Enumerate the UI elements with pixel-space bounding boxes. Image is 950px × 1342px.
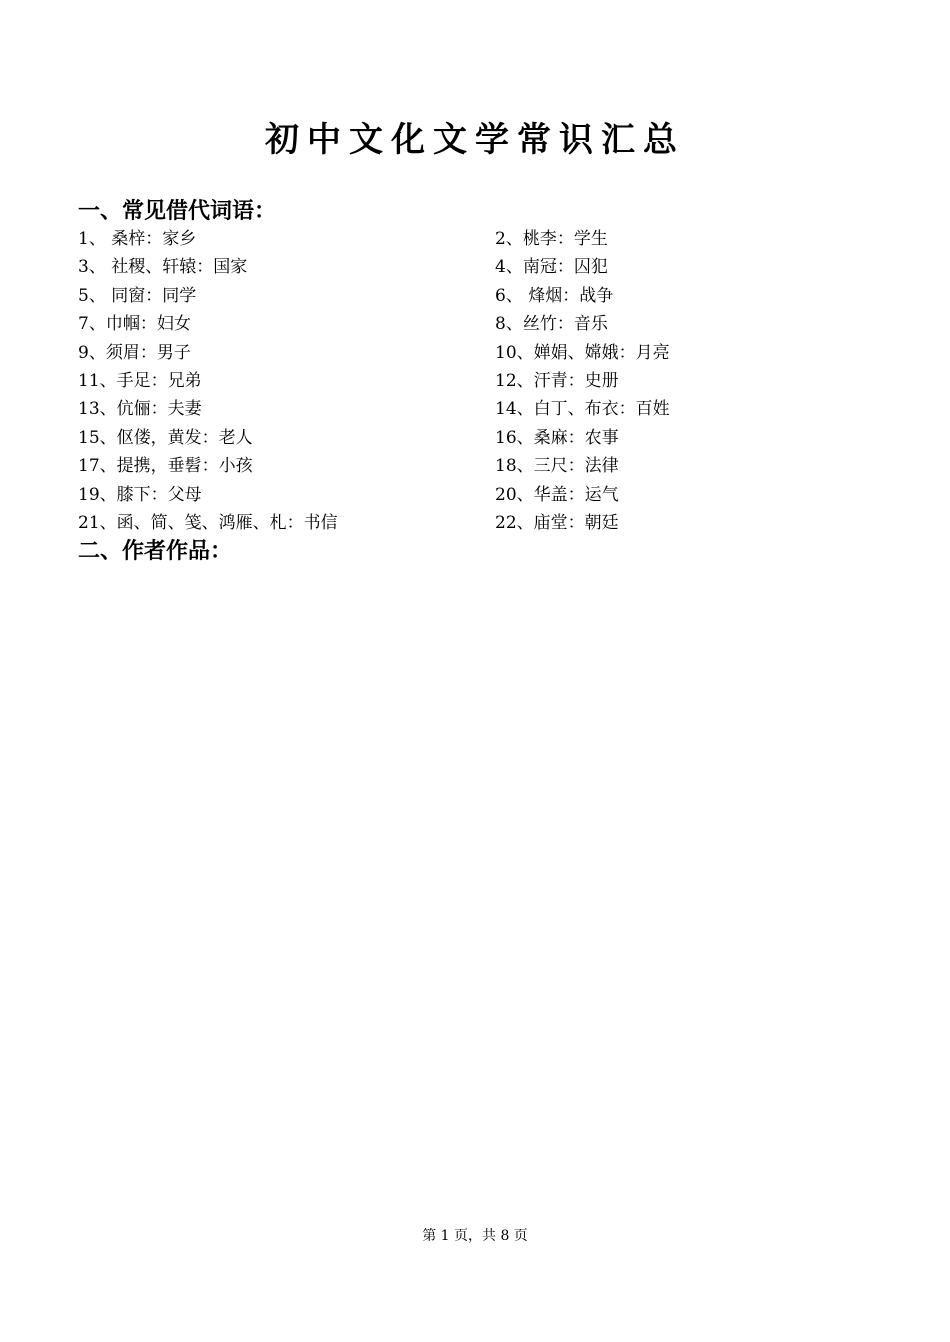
term-item: 7、巾帼：妇女: [78, 314, 191, 335]
term-item: 3、 社稷、轩辕：国家: [78, 257, 248, 278]
term-item: 1、 桑梓：家乡: [78, 229, 197, 249]
term-item: 16、桑麻：农事: [495, 427, 619, 448]
term-item: 10、婵娟、嫦娥：月亮: [495, 342, 670, 363]
term-item: 17、提携，垂髫：小孩: [78, 456, 253, 477]
term-item: 8、丝竹：音乐: [495, 314, 608, 335]
term-item: 9、须眉：男子: [78, 342, 191, 363]
metonymy-term-list: [78, 225, 878, 537]
section-heading-authors-works: 二、作者作品：: [78, 539, 233, 564]
page-title: 初中文化文学常识汇总: [265, 120, 685, 160]
term-item: 18、三尺：法律: [495, 456, 619, 477]
term-item: 12、汗青：史册: [495, 370, 619, 391]
term-item: 13、伉俪：夫妻: [78, 399, 202, 420]
term-item: 15、伛偻，黄发：老人: [78, 427, 253, 448]
term-item: 4、南冠：囚犯: [495, 257, 608, 278]
term-item: 2、桃李：学生: [495, 229, 608, 249]
term-item: 14、白丁、布衣：百姓: [495, 399, 670, 420]
term-item: 21、函、简、笺、鸿雁、札：书信: [78, 512, 338, 533]
section-heading-metonymy: 一、常见借代词语：: [78, 199, 277, 224]
term-item: 19、膝下：父母: [78, 484, 202, 505]
page-number-footer: 第 1 页，共 8 页: [422, 1228, 528, 1244]
term-item: 11、手足：兄弟: [78, 370, 202, 391]
term-item: 20、华盖：运气: [495, 484, 619, 505]
term-item: 6、 烽烟：战争: [495, 285, 614, 306]
term-item: 22、庙堂：朝廷: [495, 512, 619, 533]
term-item: 5、 同窗：同学: [78, 285, 197, 306]
